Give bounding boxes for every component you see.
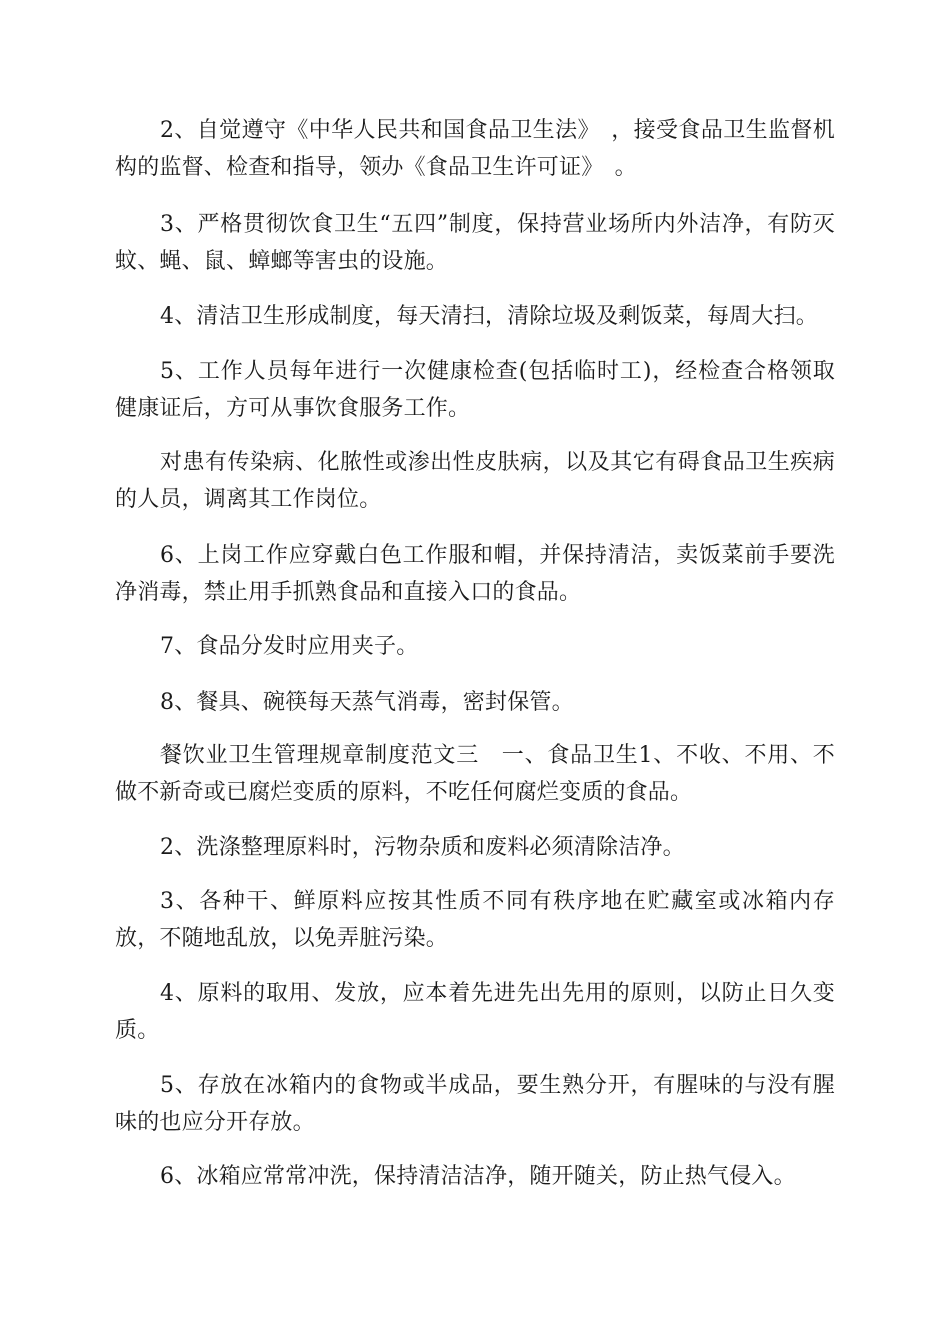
paragraph: 5、存放在冰箱内的食物或半成品，要生熟分开，有腥味的与没有腥味的也应分开存放。: [115, 1073, 835, 1135]
paragraph: 6、冰箱应常常冲洗，保持清洁洁净，随开随关，防止热气侵入。: [160, 1164, 796, 1189]
paragraph: 3、各种干、鲜原料应按其性质不同有秩序地在贮藏室或冰箱内存放，不随地乱放，以免弄脏污染。: [115, 889, 835, 951]
paragraph: 6、上岗工作应穿戴白色工作服和帽，并保持清洁，卖饭菜前手要洗净消毒，禁止用手抓熟食品和直接入口的食品。: [115, 543, 835, 605]
paragraph: 2、自觉遵守《中华人民共和国食品卫生法》 ，接受食品卫生监督机构的监督、检查和指导，领办《食品卫生许可证》 。: [115, 118, 835, 180]
paragraph: 4、原料的取用、发放，应本着先进先出先用的原则，以防止日久变质。: [115, 981, 835, 1043]
paragraph: 7、食品分发时应用夹子。: [160, 634, 419, 659]
paragraph: 餐饮业卫生管理规章制度范文三 一、食品卫生1、不收、不用、不做不新奇或已腐烂变质的原料，不吃任何腐烂变质的食品。: [115, 743, 835, 805]
paragraph: 8、餐具、碗筷每天蒸气消毒，密封保管。: [160, 690, 574, 715]
paragraph: 对患有传染病、化脓性或渗出性皮肤病，以及其它有碍食品卫生疾病的人员，调离其工作岗位。: [115, 450, 835, 512]
paragraph: 5、工作人员每年进行一次健康检查(包括临时工)，经检查合格领取健康证后，方可从事饮食服务工作。: [115, 359, 835, 421]
paragraph: 2、洗涤整理原料时，污物杂质和废料必须清除洁净。: [160, 835, 685, 860]
paragraph: 4、清洁卫生形成制度，每天清扫，清除垃圾及剩饭菜，每周大扫。: [160, 304, 818, 329]
paragraph: 3、严格贯彻饮食卫生“五四”制度，保持营业场所内外洁净，有防灭蚊、蝇、鼠、蟑螂等害虫的设施。: [115, 212, 835, 274]
